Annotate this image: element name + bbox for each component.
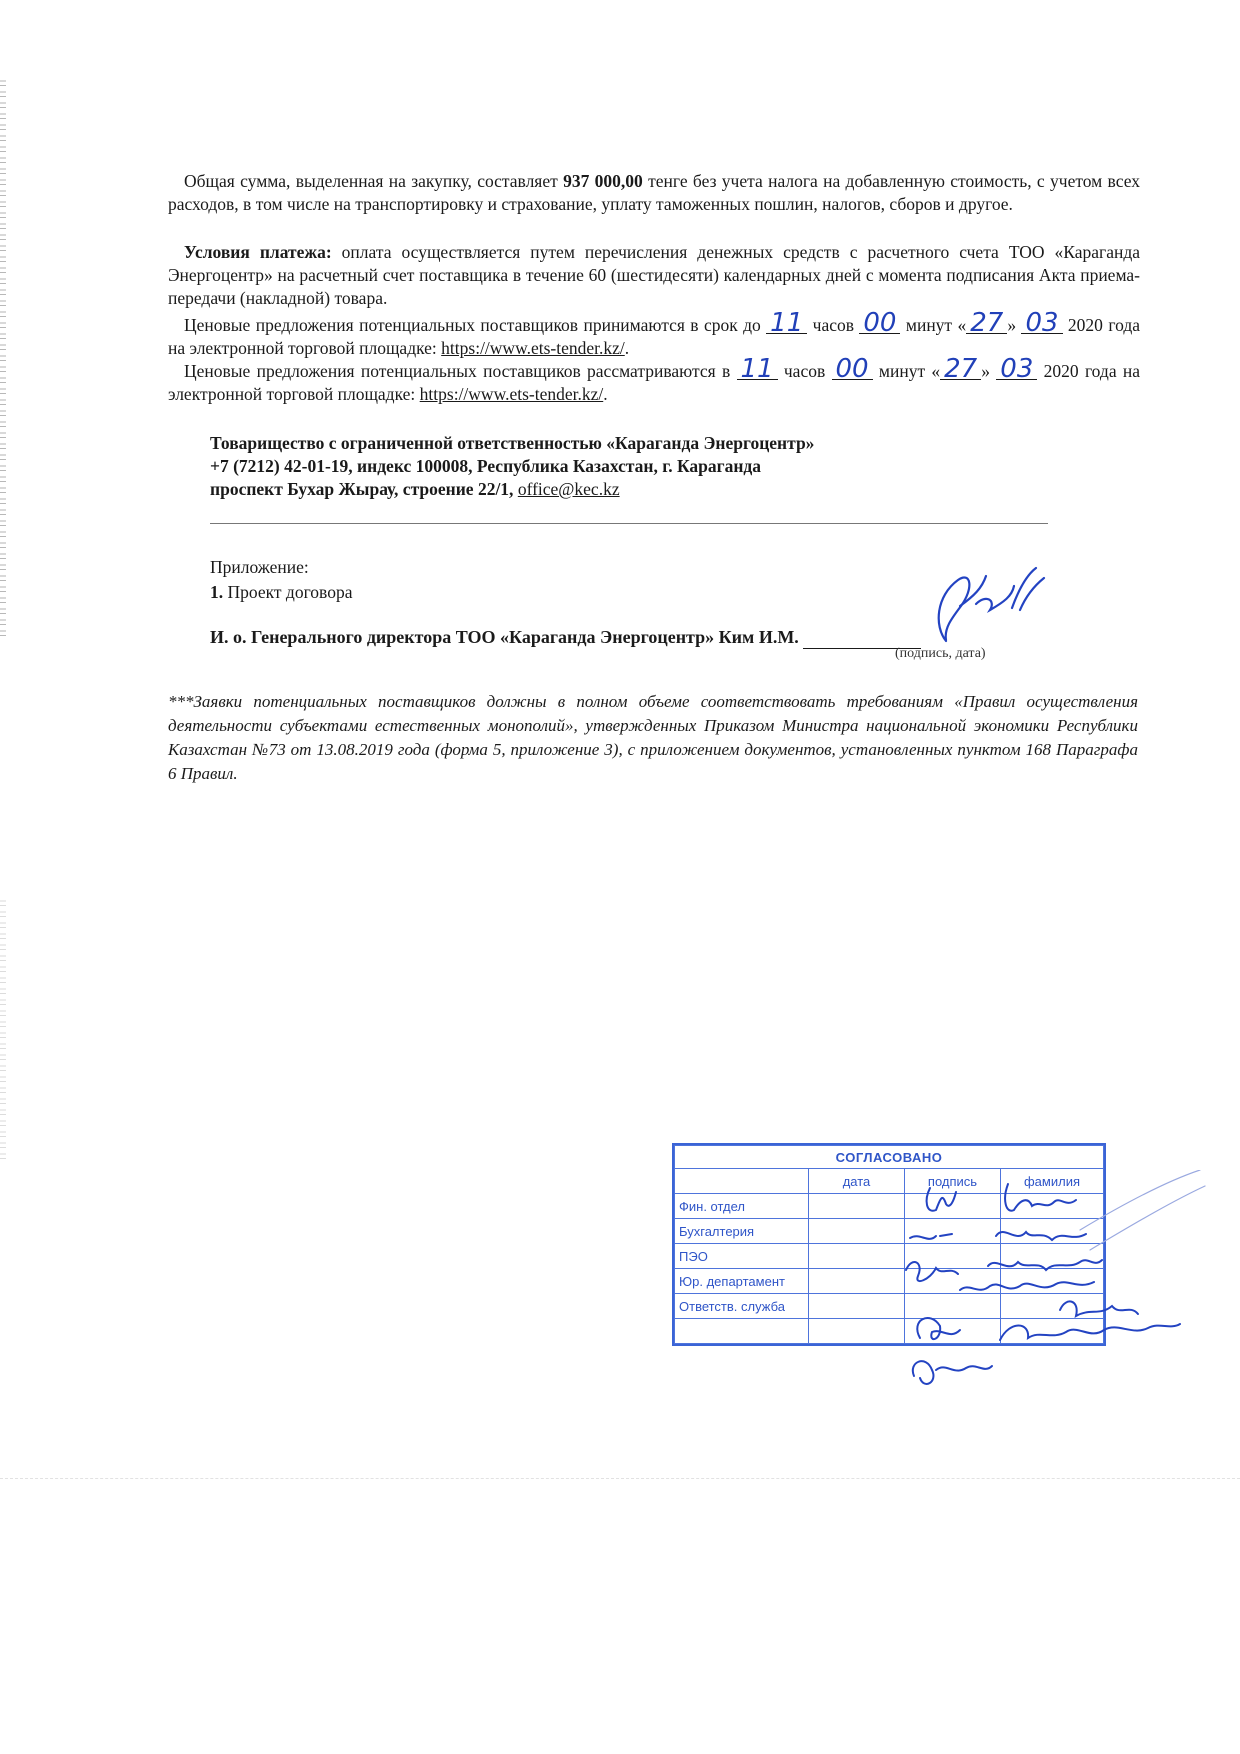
text: » [1007, 315, 1022, 335]
department-label [675, 1319, 809, 1344]
director-handwritten-signature [916, 566, 1056, 646]
item-text: Проект договора [223, 582, 353, 602]
handwritten-day: 27 [966, 313, 1007, 334]
approval-handwritten-signatures [880, 1170, 1210, 1410]
signature-caption: (подпись, дата) [895, 646, 986, 661]
text: минут « [872, 361, 941, 381]
text: Ценовые предложения потенциальных поставщиков принимаются в срок до [184, 315, 767, 335]
requirements-footnote: ***Заявки потенциальных поставщиков должны в полном объеме соответствовать требованиям «Правил осуществления деятельности субъектами естественных монополий», утвержденных Приказом Министра национальной экономики Республики Казахстан №73 от 13.08.2019 года (форма 5, приложение 3), с приложением документов, установленных пунктом 168 Параграфа 6 Правил. [168, 692, 1138, 783]
department-label: Юр. департамент [675, 1269, 809, 1294]
payment-terms-label: Условия платежа: [184, 242, 332, 262]
total-amount-paragraph [168, 170, 1140, 216]
page-fold-line [0, 1478, 1240, 1480]
submission-deadline-paragraph [168, 308, 1140, 360]
text: Общая сумма, выделенная на закупку, составляет [184, 171, 564, 191]
handwritten-hours: 11 [766, 313, 807, 334]
appendix-title: Приложение: [210, 557, 309, 577]
director-title: И. о. Генерального директора ТОО «Караганда Энергоцентр» Ким И.М. [210, 627, 799, 647]
text: часов [807, 315, 860, 335]
text: 2020 года на электронной торговой площадке: [168, 315, 1140, 358]
director-signature-line [210, 625, 930, 649]
handwritten-day: 27 [940, 359, 981, 380]
company-street [210, 478, 1070, 501]
text: » [981, 361, 997, 381]
text: 2020 года на электронной торговой площадке: [168, 361, 1141, 404]
header-surname: фамилия [1001, 1169, 1104, 1194]
company-phone-address: +7 (7212) 42-01-19, индекс 100008, Республика Казахстан, г. Караганда [210, 456, 762, 476]
text: Ценовые предложения потенциальных поставщиков рассматриваются в [184, 361, 737, 381]
item-number: 1. [210, 582, 224, 602]
text: проспект Бухар Жырау, строение 22/1, [210, 479, 518, 499]
company-email-link[interactable]: office@kec.kz [517, 479, 620, 499]
handwritten-month: 03 [996, 359, 1037, 380]
header-signature: подпись [905, 1169, 1001, 1194]
payment-terms-paragraph [168, 241, 1140, 310]
department-label: ПЭО [675, 1244, 809, 1269]
ets-tender-link[interactable]: https://www.ets-tender.kz/ [419, 384, 604, 404]
company-name: Товарищество с ограниченной ответственностью «Караганда Энергоцентр» [210, 433, 815, 453]
handwritten-minutes: 00 [832, 359, 873, 380]
text: часов [777, 361, 832, 381]
company-contact-block [210, 432, 1070, 501]
ets-tender-link[interactable]: https://www.ets-tender.kz/ [441, 338, 625, 358]
department-label: Бухгалтерия [675, 1219, 809, 1244]
divider [210, 523, 1048, 524]
text: оплата осуществляется путем перечисления денежных средств с расчетного счета ТОО «Караганда Энергоцентр» на расчетный счет поставщика в течение 60 (шестидесяти) календарных дней с момента подписания Акта приема-передачи (накладной) товара. [168, 242, 1141, 308]
review-time-paragraph [168, 354, 1141, 406]
text: . [603, 384, 608, 404]
text: минут « [900, 315, 967, 335]
department-label: Ответств. служба [675, 1294, 809, 1319]
text: . [624, 338, 630, 358]
amount: 937 000,00 [563, 171, 643, 191]
scan-edge-artifact [0, 80, 6, 640]
scan-edge-artifact [0, 900, 6, 1160]
handwritten-month: 03 [1021, 313, 1062, 334]
approval-title: СОГЛАСОВАНО [675, 1146, 1104, 1169]
header-cell [675, 1169, 809, 1194]
handwritten-hours: 11 [737, 359, 778, 380]
handwritten-minutes: 00 [859, 313, 900, 334]
header-date: дата [809, 1169, 905, 1194]
text: тенге без учета налога на добавленную стоимость, с учетом всех расходов, в том числе на транспортировку и страхование, уплату таможенных пошлин, налогов, сборов и другое. [168, 171, 1140, 214]
appendix-item [210, 580, 352, 605]
appendix-block [210, 555, 352, 605]
department-label: Фин. отдел [675, 1194, 809, 1219]
